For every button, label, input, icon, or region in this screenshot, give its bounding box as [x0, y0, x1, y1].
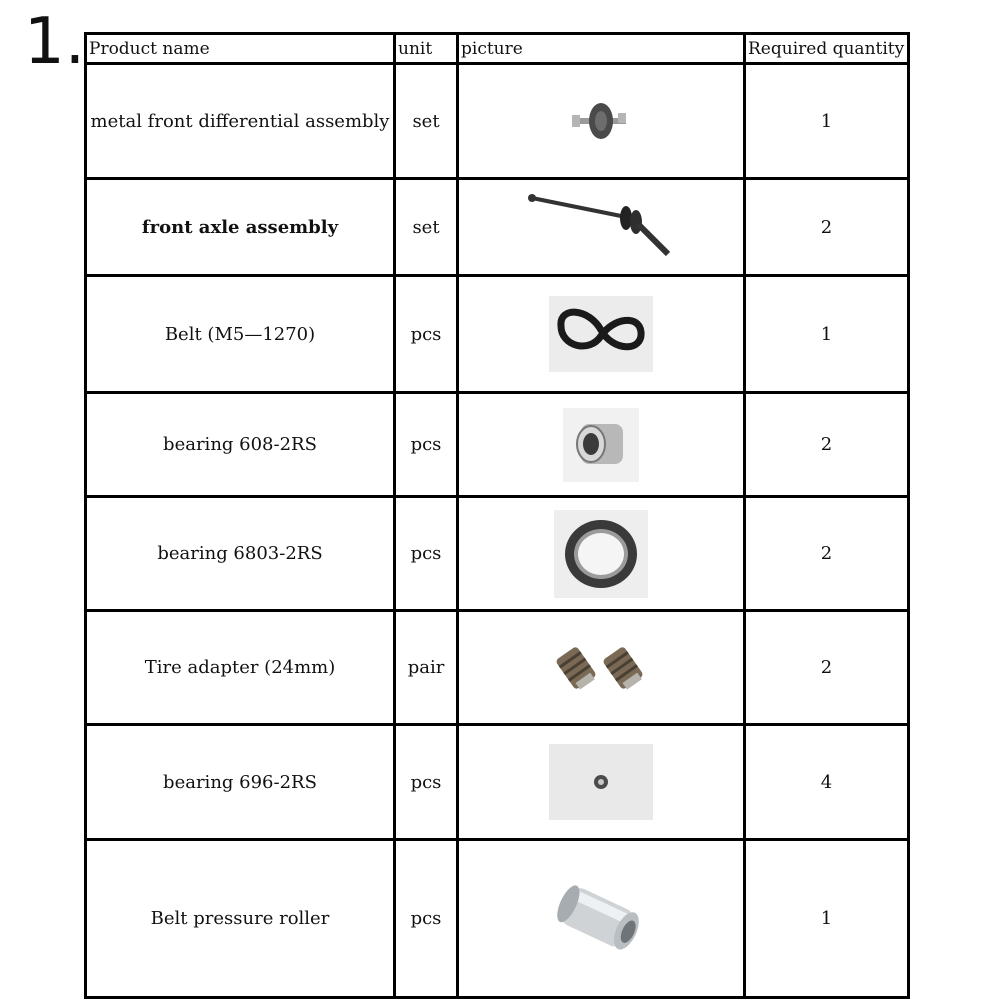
picture-cell [458, 497, 745, 611]
unit-cell: set [395, 64, 458, 179]
table-row [86, 725, 909, 840]
quantity-cell: 2 [745, 497, 909, 611]
picture-cell [458, 64, 745, 179]
product-name-cell: Belt pressure roller [86, 840, 395, 998]
picture-cell [458, 840, 745, 998]
product-name-cell: bearing 6803-2RS [86, 497, 395, 611]
pressure-roller-icon [551, 881, 651, 957]
table-row [86, 840, 909, 998]
header-picture: picture [458, 34, 745, 64]
quantity-cell: 4 [745, 725, 909, 840]
header-product-name: Product name [86, 34, 395, 64]
axle-icon [526, 192, 676, 262]
product-name-cell: Tire adapter (24mm) [86, 611, 395, 725]
needle-bearing-icon [563, 408, 639, 482]
picture-cell [458, 611, 745, 725]
product-name-cell: Belt (M5—1270) [86, 276, 395, 393]
unit-cell: pcs [395, 393, 458, 497]
section-number: 1. [24, 5, 86, 79]
quantity-cell: 2 [745, 611, 909, 725]
picture-cell [458, 393, 745, 497]
quantity-cell: 1 [745, 64, 909, 179]
product-name-cell: front axle assembly [86, 179, 395, 276]
unit-cell: pcs [395, 725, 458, 840]
quantity-cell: 1 [745, 840, 909, 998]
belt-icon [549, 296, 653, 372]
parts-table [84, 32, 910, 999]
unit-cell: pcs [395, 497, 458, 611]
tire-adapter-icon [551, 638, 651, 698]
small-bearing-icon [549, 744, 653, 820]
unit-cell: pair [395, 611, 458, 725]
product-name-cell: bearing 696-2RS [86, 725, 395, 840]
ball-bearing-icon [554, 510, 648, 598]
differential-icon [566, 91, 636, 151]
header-unit: unit [395, 34, 458, 64]
table-row [86, 276, 909, 393]
picture-cell [458, 276, 745, 393]
unit-cell: set [395, 179, 458, 276]
quantity-cell: 2 [745, 179, 909, 276]
table-row [86, 393, 909, 497]
table-row [86, 64, 909, 179]
header-required-quantity: Required quantity [745, 34, 909, 64]
quantity-cell: 1 [745, 276, 909, 393]
quantity-cell: 2 [745, 393, 909, 497]
table-row [86, 497, 909, 611]
unit-cell: pcs [395, 840, 458, 998]
table-header-row [86, 34, 909, 64]
product-name-cell: bearing 608-2RS [86, 393, 395, 497]
picture-cell [458, 725, 745, 840]
table-row [86, 179, 909, 276]
product-name-cell: metal front differential assembly [86, 64, 395, 179]
picture-cell [458, 179, 745, 276]
unit-cell: pcs [395, 276, 458, 393]
table-row [86, 611, 909, 725]
